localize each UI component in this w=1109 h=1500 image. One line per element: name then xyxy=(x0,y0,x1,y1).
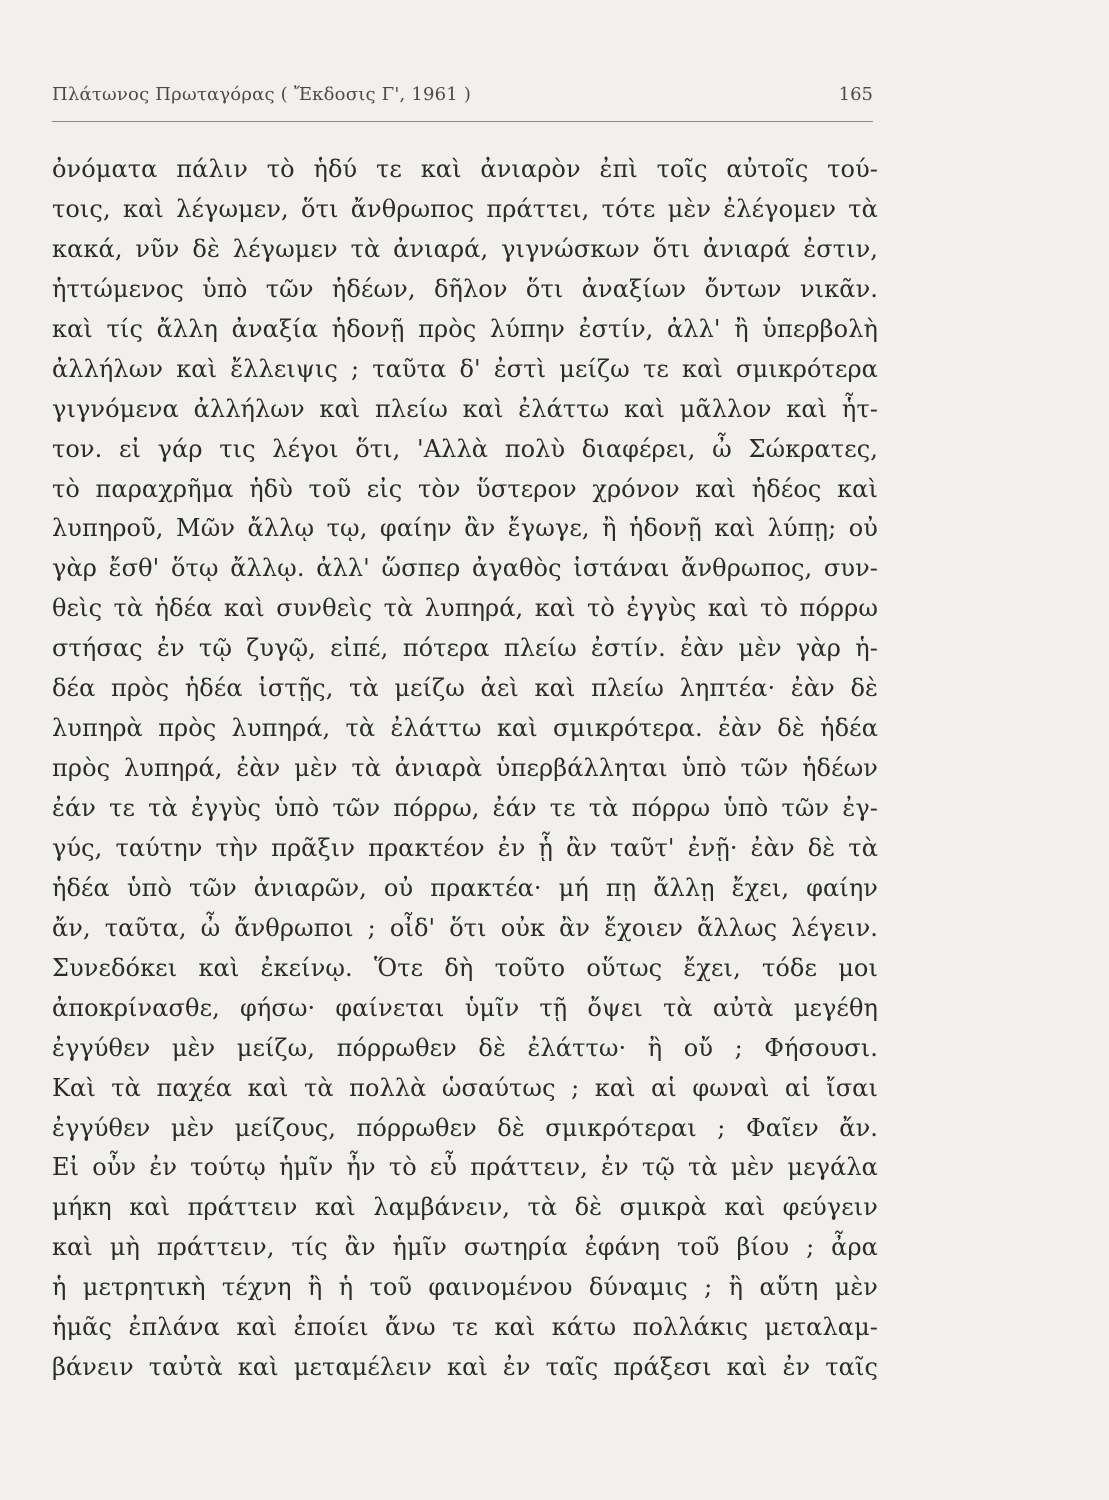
text-line: θεὶς τὰ ἡδέα καὶ συνθεὶς τὰ λυπηρά, καὶ τὸ ἐγγὺς καὶ τὸ πόρρω xyxy=(52,594,878,623)
text-line: ἐγγύθεν μὲν μείζους, πόρρωθεν δὲ σμικρότεραι ; Φαῖεν ἄν. xyxy=(52,1113,878,1142)
text-line: καὶ τίς ἄλλη ἀναξία ἡδονῇ πρὸς λύπην ἐστίν, ἀλλ' ἢ ὑπερβολὴ xyxy=(52,314,878,343)
text-line: ἐάν τε τὰ ἐγγὺς ὑπὸ τῶν πόρρω, ἐάν τε τὰ πόρρω ὑπὸ τῶν ἐγ- xyxy=(52,794,878,822)
text-line: ἄν, ταῦτα, ὦ ἄνθρωποι ; οἶδ' ὅτι οὐκ ἂν ἔχοιεν ἄλλως λέγειν. xyxy=(52,913,878,942)
page-number: 165 xyxy=(838,84,873,105)
text-line: γὰρ ἔσθ' ὅτῳ ἄλλῳ. ἀλλ' ὥσπερ ἀγαθὸς ἱστάναι ἄνθρωπος, συν- xyxy=(52,554,878,583)
text-line: ἡδέα ὑπὸ τῶν ἀνιαρῶν, οὐ πρακτέα· μή πῃ ἄλλῃ ἔχει, φαίην xyxy=(52,873,878,902)
text-line: ἐγγύθεν μὲν μείζω, πόρρωθεν δὲ ἐλάττω· ἢ οὔ ; Φήσουσι. xyxy=(52,1033,878,1062)
text-line: πρὸς λυπηρά, ἐὰν μὲν τὰ ἀνιαρὰ ὑπερβάλληται ὑπὸ τῶν ἡδέων xyxy=(52,754,878,783)
body-text xyxy=(52,150,878,1388)
text-line: γύς, ταύτην τὴν πρᾶξιν πρακτέον ἐν ᾗ ἂν ταῦτ' ἐνῇ· ἐὰν δὲ τὰ xyxy=(52,833,878,862)
text-line: ἡ μετρητικὴ τέχνη ἢ ἡ τοῦ φαινομένου δύναμις ; ἢ αὕτη μὲν xyxy=(52,1273,878,1302)
text-line: λυπηροῦ, Μῶν ἄλλῳ τῳ, φαίην ἂν ἔγωγε, ἢ ἡδονῇ καὶ λύπῃ; οὐ xyxy=(52,514,878,543)
header-title: Πλάτωνος Πρωταγόρας ( Ἔκδοσις Γ', 1961 ) xyxy=(52,84,472,105)
text-line: καὶ μὴ πράττειν, τίς ἂν ἡμῖν σωτηρία ἐφάνη τοῦ βίου ; ἆρα xyxy=(52,1233,878,1262)
text-line: δέα πρὸς ἡδέα ἱστῇς, τὰ μείζω ἀεὶ καὶ πλείω ληπτέα· ἐὰν δὲ xyxy=(52,674,878,703)
text-line: τὸ παραχρῆμα ἡδὺ τοῦ εἰς τὸν ὕστερον χρόνον καὶ ἡδέος καὶ xyxy=(52,474,878,503)
text-line: γιγνόμενα ἀλλήλων καὶ πλείω καὶ ἐλάττω καὶ μᾶλλον καὶ ἧτ- xyxy=(52,394,878,423)
text-line: κακά, νῦν δὲ λέγωμεν τὰ ἀνιαρά, γιγνώσκων ὅτι ἀνιαρά ἐστιν, xyxy=(52,234,878,263)
text-line: ἡττώμενος ὑπὸ τῶν ἡδέων, δῆλον ὅτι ἀναξίων ὄντων νικᾶν. xyxy=(52,274,878,303)
text-line: μήκη καὶ πράττειν καὶ λαμβάνειν, τὰ δὲ σμικρὰ καὶ φεύγειν xyxy=(52,1193,878,1222)
running-head xyxy=(52,84,873,120)
text-line: βάνειν ταὐτὰ καὶ μεταμέλειν καὶ ἐν ταῖς πράξεσι καὶ ἐν ταῖς xyxy=(52,1353,878,1382)
text-line: στήσας ἐν τῷ ζυγῷ, εἰπέ, πότερα πλείω ἐστίν. ἐὰν μὲν γὰρ ἡ- xyxy=(52,634,878,663)
text-line: ἀλλήλων καὶ ἔλλειψις ; ταῦτα δ' ἐστὶ μείζω τε καὶ σμικρότερα xyxy=(52,354,878,383)
text-line: τοις, καὶ λέγωμεν, ὅτι ἄνθρωπος πράττει, τότε μὲν ἐλέγομεν τὰ xyxy=(52,194,878,223)
text-line: τον. εἰ γάρ τις λέγοι ὅτι, 'Αλλὰ πολὺ διαφέρει, ὦ Σώκρατες, xyxy=(52,434,878,463)
text-line: ἀποκρίνασθε, φήσω· φαίνεται ὑμῖν τῇ ὄψει τὰ αὐτὰ μεγέθη xyxy=(52,993,878,1022)
text-line: λυπηρὰ πρὸς λυπηρά, τὰ ἐλάττω καὶ σμικρότερα. ἐὰν δὲ ἡδέα xyxy=(52,714,878,743)
text-line: ὀνόματα πάλιν τὸ ἡδύ τε καὶ ἀνιαρὸν ἐπὶ τοῖς αὐτοῖς τού- xyxy=(52,155,878,183)
header-rule xyxy=(52,121,873,122)
text-line: Συνεδόκει καὶ ἐκείνῳ. Ὅτε δὴ τοῦτο οὕτως ἔχει, τόδε μοι xyxy=(52,953,878,982)
text-line: Καὶ τὰ παχέα καὶ τὰ πολλὰ ὡσαύτως ; καὶ αἱ φωναὶ αἱ ἴσαι xyxy=(52,1073,878,1102)
text-line: ἡμᾶς ἐπλάνα καὶ ἐποίει ἄνω τε καὶ κάτω πολλάκις μεταλαμ- xyxy=(52,1313,878,1342)
text-line: Εἰ οὖν ἐν τούτῳ ἡμῖν ἦν τὸ εὖ πράττειν, ἐν τῷ τὰ μὲν μεγάλα xyxy=(52,1153,878,1182)
